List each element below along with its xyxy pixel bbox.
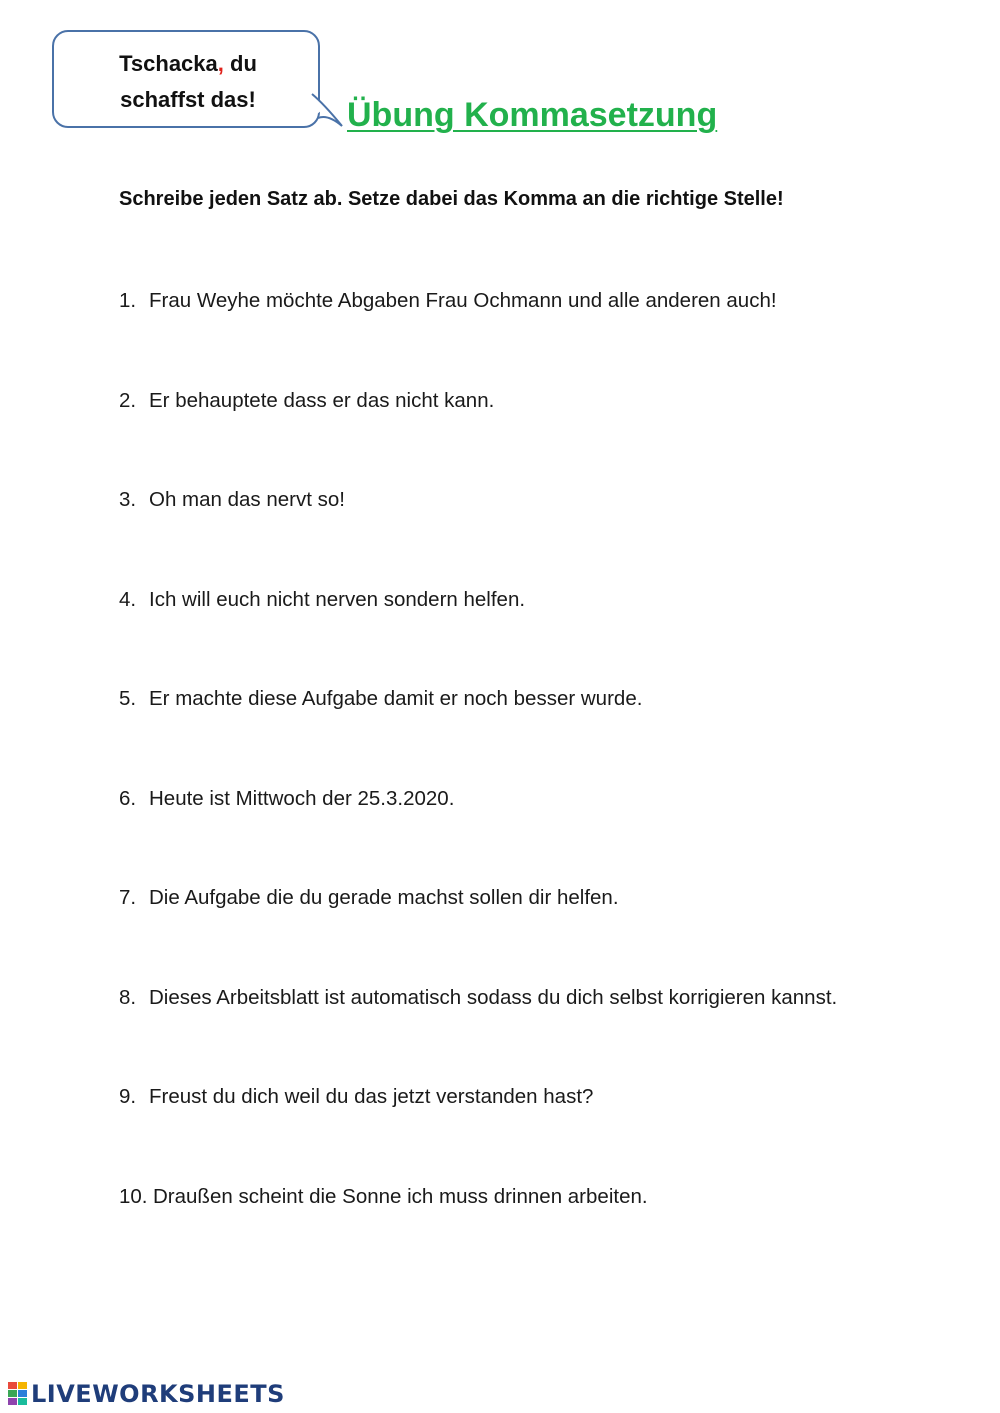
exercise-item: 1. Frau Weyhe möchte Abgaben Frau Ochmann und alle anderen auch! [119, 289, 777, 312]
exercise-item: 9. Freust du dich weil du das jetzt verstanden hast? [119, 1085, 594, 1108]
liveworksheets-brand[interactable] [8, 1380, 285, 1408]
exercise-item: 8. Dieses Arbeitsblatt ist automatisch sodass du dich selbst korrigieren kannst. [119, 985, 838, 1009]
bubble-line-1: Tschacka, du [119, 51, 257, 76]
exercise-item: 10. Draußen scheint die Sonne ich muss drinnen arbeiten. [119, 1184, 648, 1208]
bubble-line-2: schaffst das! [120, 87, 256, 112]
brand-name: LIVEWORKSHEETS [31, 1380, 285, 1408]
page-title: Übung Kommasetzung [347, 96, 718, 134]
exercise-item: 2. Er behauptete dass er das nicht kann. [119, 388, 495, 412]
bubble-comma: , [217, 51, 224, 76]
exercise-item: 6. Heute ist Mittwoch der 25.3.2020. [119, 786, 455, 810]
exercise-item: 5. Er machte diese Aufgabe damit er noch besser wurde. [119, 687, 643, 710]
speech-bubble [52, 30, 320, 128]
liveworksheets-logo-icon [8, 1382, 28, 1406]
instruction-text: Schreibe jeden Satz ab. Setze dabei das Komma an die richtige Stelle! [119, 188, 784, 210]
exercise-item: 7. Die Aufgabe die du gerade machst sollen dir helfen. [119, 886, 619, 909]
bubble-text [54, 46, 322, 118]
exercise-item: 3. Oh man das nervt so! [119, 488, 345, 511]
exercise-list [119, 286, 837, 1281]
speech-bubble-tail [310, 80, 346, 130]
exercise-item: 4. Ich will euch nicht nerven sondern helfen. [119, 587, 526, 611]
